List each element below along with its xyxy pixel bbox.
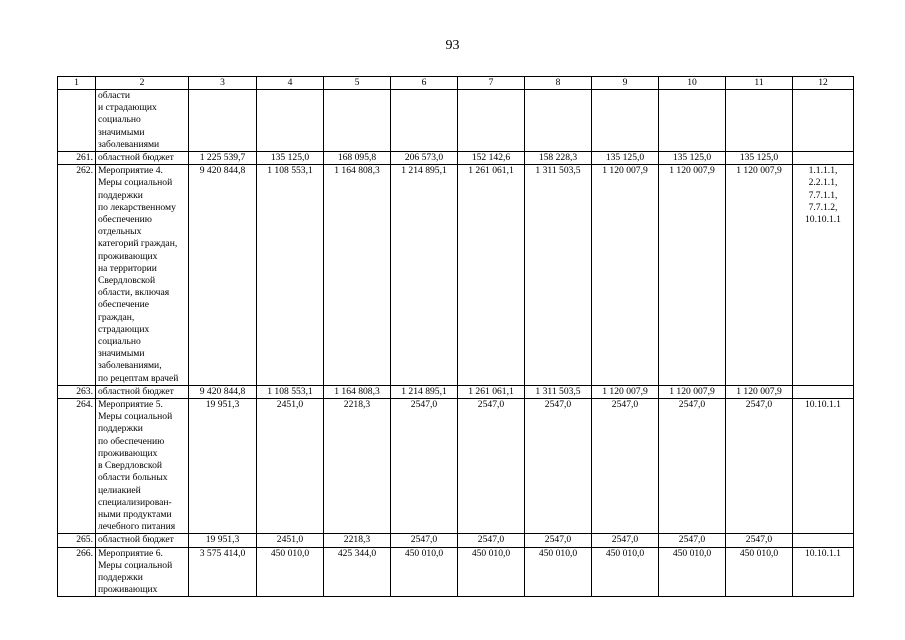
year-value: 2547,0: [391, 534, 458, 547]
year-value: 152 142,6: [458, 152, 525, 165]
year-value: 450 010,0: [592, 547, 659, 597]
table-row: [58, 534, 854, 547]
year-value: 2218,3: [324, 534, 391, 547]
row-number: 265.: [58, 534, 96, 547]
table-row: [58, 385, 854, 398]
column-header: 2: [96, 77, 189, 90]
row-description: области и страдающих социально значимыми заболеваниями: [96, 90, 189, 152]
year-value: [726, 90, 793, 152]
year-value: [257, 90, 324, 152]
year-value: 2547,0: [592, 399, 659, 534]
year-value: 2547,0: [525, 399, 592, 534]
year-value: 1 120 007,9: [659, 165, 726, 386]
total-value: 9 420 844,8: [189, 385, 257, 398]
year-value: 135 125,0: [257, 152, 324, 165]
column-header: 10: [659, 77, 726, 90]
year-value: 2547,0: [726, 399, 793, 534]
year-value: 1 261 061,1: [458, 165, 525, 386]
target-indicators: 1.1.1.1, 2.2.1.1, 7.7.1.1, 7.7.1.2, 10.10.1.1: [793, 165, 854, 386]
budget-table: [57, 76, 854, 597]
year-value: 2547,0: [525, 534, 592, 547]
year-value: 1 120 007,9: [592, 385, 659, 398]
year-value: 2547,0: [726, 534, 793, 547]
year-value: 2218,3: [324, 399, 391, 534]
year-value: 2547,0: [458, 399, 525, 534]
total-value: [189, 90, 257, 152]
total-value: 1 225 539,7: [189, 152, 257, 165]
year-value: 450 010,0: [659, 547, 726, 597]
year-value: 1 214 895,1: [391, 165, 458, 386]
year-value: 1 120 007,9: [726, 385, 793, 398]
year-value: 450 010,0: [525, 547, 592, 597]
year-value: [525, 90, 592, 152]
year-value: 1 311 503,5: [525, 165, 592, 386]
row-number: 262.: [58, 165, 96, 386]
year-value: 1 120 007,9: [659, 385, 726, 398]
year-value: 1 108 553,1: [257, 165, 324, 386]
row-description: областной бюджет: [96, 385, 189, 398]
year-value: [324, 90, 391, 152]
year-value: 2547,0: [659, 399, 726, 534]
year-value: 1 214 895,1: [391, 385, 458, 398]
year-value: 450 010,0: [726, 547, 793, 597]
total-value: 3 575 414,0: [189, 547, 257, 597]
header-row: [58, 77, 854, 90]
year-value: 1 120 007,9: [592, 165, 659, 386]
row-description: областной бюджет: [96, 534, 189, 547]
row-description: Мероприятие 6. Меры социальной поддержки проживающих: [96, 547, 189, 597]
page-number: 93: [445, 38, 460, 53]
column-header: 4: [257, 77, 324, 90]
year-value: 2547,0: [391, 399, 458, 534]
year-value: 1 164 808,3: [324, 385, 391, 398]
column-header: 6: [391, 77, 458, 90]
year-value: 2451,0: [257, 399, 324, 534]
column-header: 7: [458, 77, 525, 90]
row-number: 261.: [58, 152, 96, 165]
year-value: 450 010,0: [257, 547, 324, 597]
year-value: [592, 90, 659, 152]
target-indicators: [793, 534, 854, 547]
year-value: [659, 90, 726, 152]
total-value: 19 951,3: [189, 399, 257, 534]
year-value: 1 311 503,5: [525, 385, 592, 398]
year-value: 1 164 808,3: [324, 165, 391, 386]
column-header: 5: [324, 77, 391, 90]
year-value: 168 095,8: [324, 152, 391, 165]
row-number: 264.: [58, 399, 96, 534]
total-value: 19 951,3: [189, 534, 257, 547]
year-value: 1 120 007,9: [726, 165, 793, 386]
year-value: 2547,0: [458, 534, 525, 547]
table-row: [58, 90, 854, 152]
row-number: 263.: [58, 385, 96, 398]
target-indicators: [793, 385, 854, 398]
row-number: [58, 90, 96, 152]
target-indicators: [793, 90, 854, 152]
target-indicators: 10.10.1.1: [793, 547, 854, 597]
column-header: 3: [189, 77, 257, 90]
table-row: [58, 152, 854, 165]
column-header: 1: [58, 77, 96, 90]
year-value: [458, 90, 525, 152]
table-row: [58, 165, 854, 386]
year-value: 450 010,0: [458, 547, 525, 597]
column-header: 9: [592, 77, 659, 90]
column-header: 11: [726, 77, 793, 90]
year-value: 425 344,0: [324, 547, 391, 597]
year-value: 1 261 061,1: [458, 385, 525, 398]
year-value: 2451,0: [257, 534, 324, 547]
year-value: 1 108 553,1: [257, 385, 324, 398]
year-value: 135 125,0: [592, 152, 659, 165]
year-value: 135 125,0: [726, 152, 793, 165]
year-value: 135 125,0: [659, 152, 726, 165]
row-description: Мероприятие 5. Меры социальной поддержки по обеспечению проживающих в Свердловской области больных целиакией специализирован- ными продуктами лечебного питания: [96, 399, 189, 534]
target-indicators: [793, 152, 854, 165]
year-value: [391, 90, 458, 152]
year-value: 206 573,0: [391, 152, 458, 165]
table-row: [58, 399, 854, 534]
year-value: 450 010,0: [391, 547, 458, 597]
row-description: областной бюджет: [96, 152, 189, 165]
total-value: 9 420 844,8: [189, 165, 257, 386]
year-value: 158 228,3: [525, 152, 592, 165]
year-value: 2547,0: [659, 534, 726, 547]
target-indicators: 10.10.1.1: [793, 399, 854, 534]
column-header: 12: [793, 77, 854, 90]
row-description: Мероприятие 4. Меры социальной поддержки по лекарственному обеспечению отдельных категорий граждан, проживающих на территории Свердловской области, включая обеспечение граждан, страдающих социально значимыми заболеваниями, по рецептам врачей: [96, 165, 189, 386]
column-header: 8: [525, 77, 592, 90]
year-value: 2547,0: [592, 534, 659, 547]
table-row: [58, 547, 854, 597]
row-number: 266.: [58, 547, 96, 597]
